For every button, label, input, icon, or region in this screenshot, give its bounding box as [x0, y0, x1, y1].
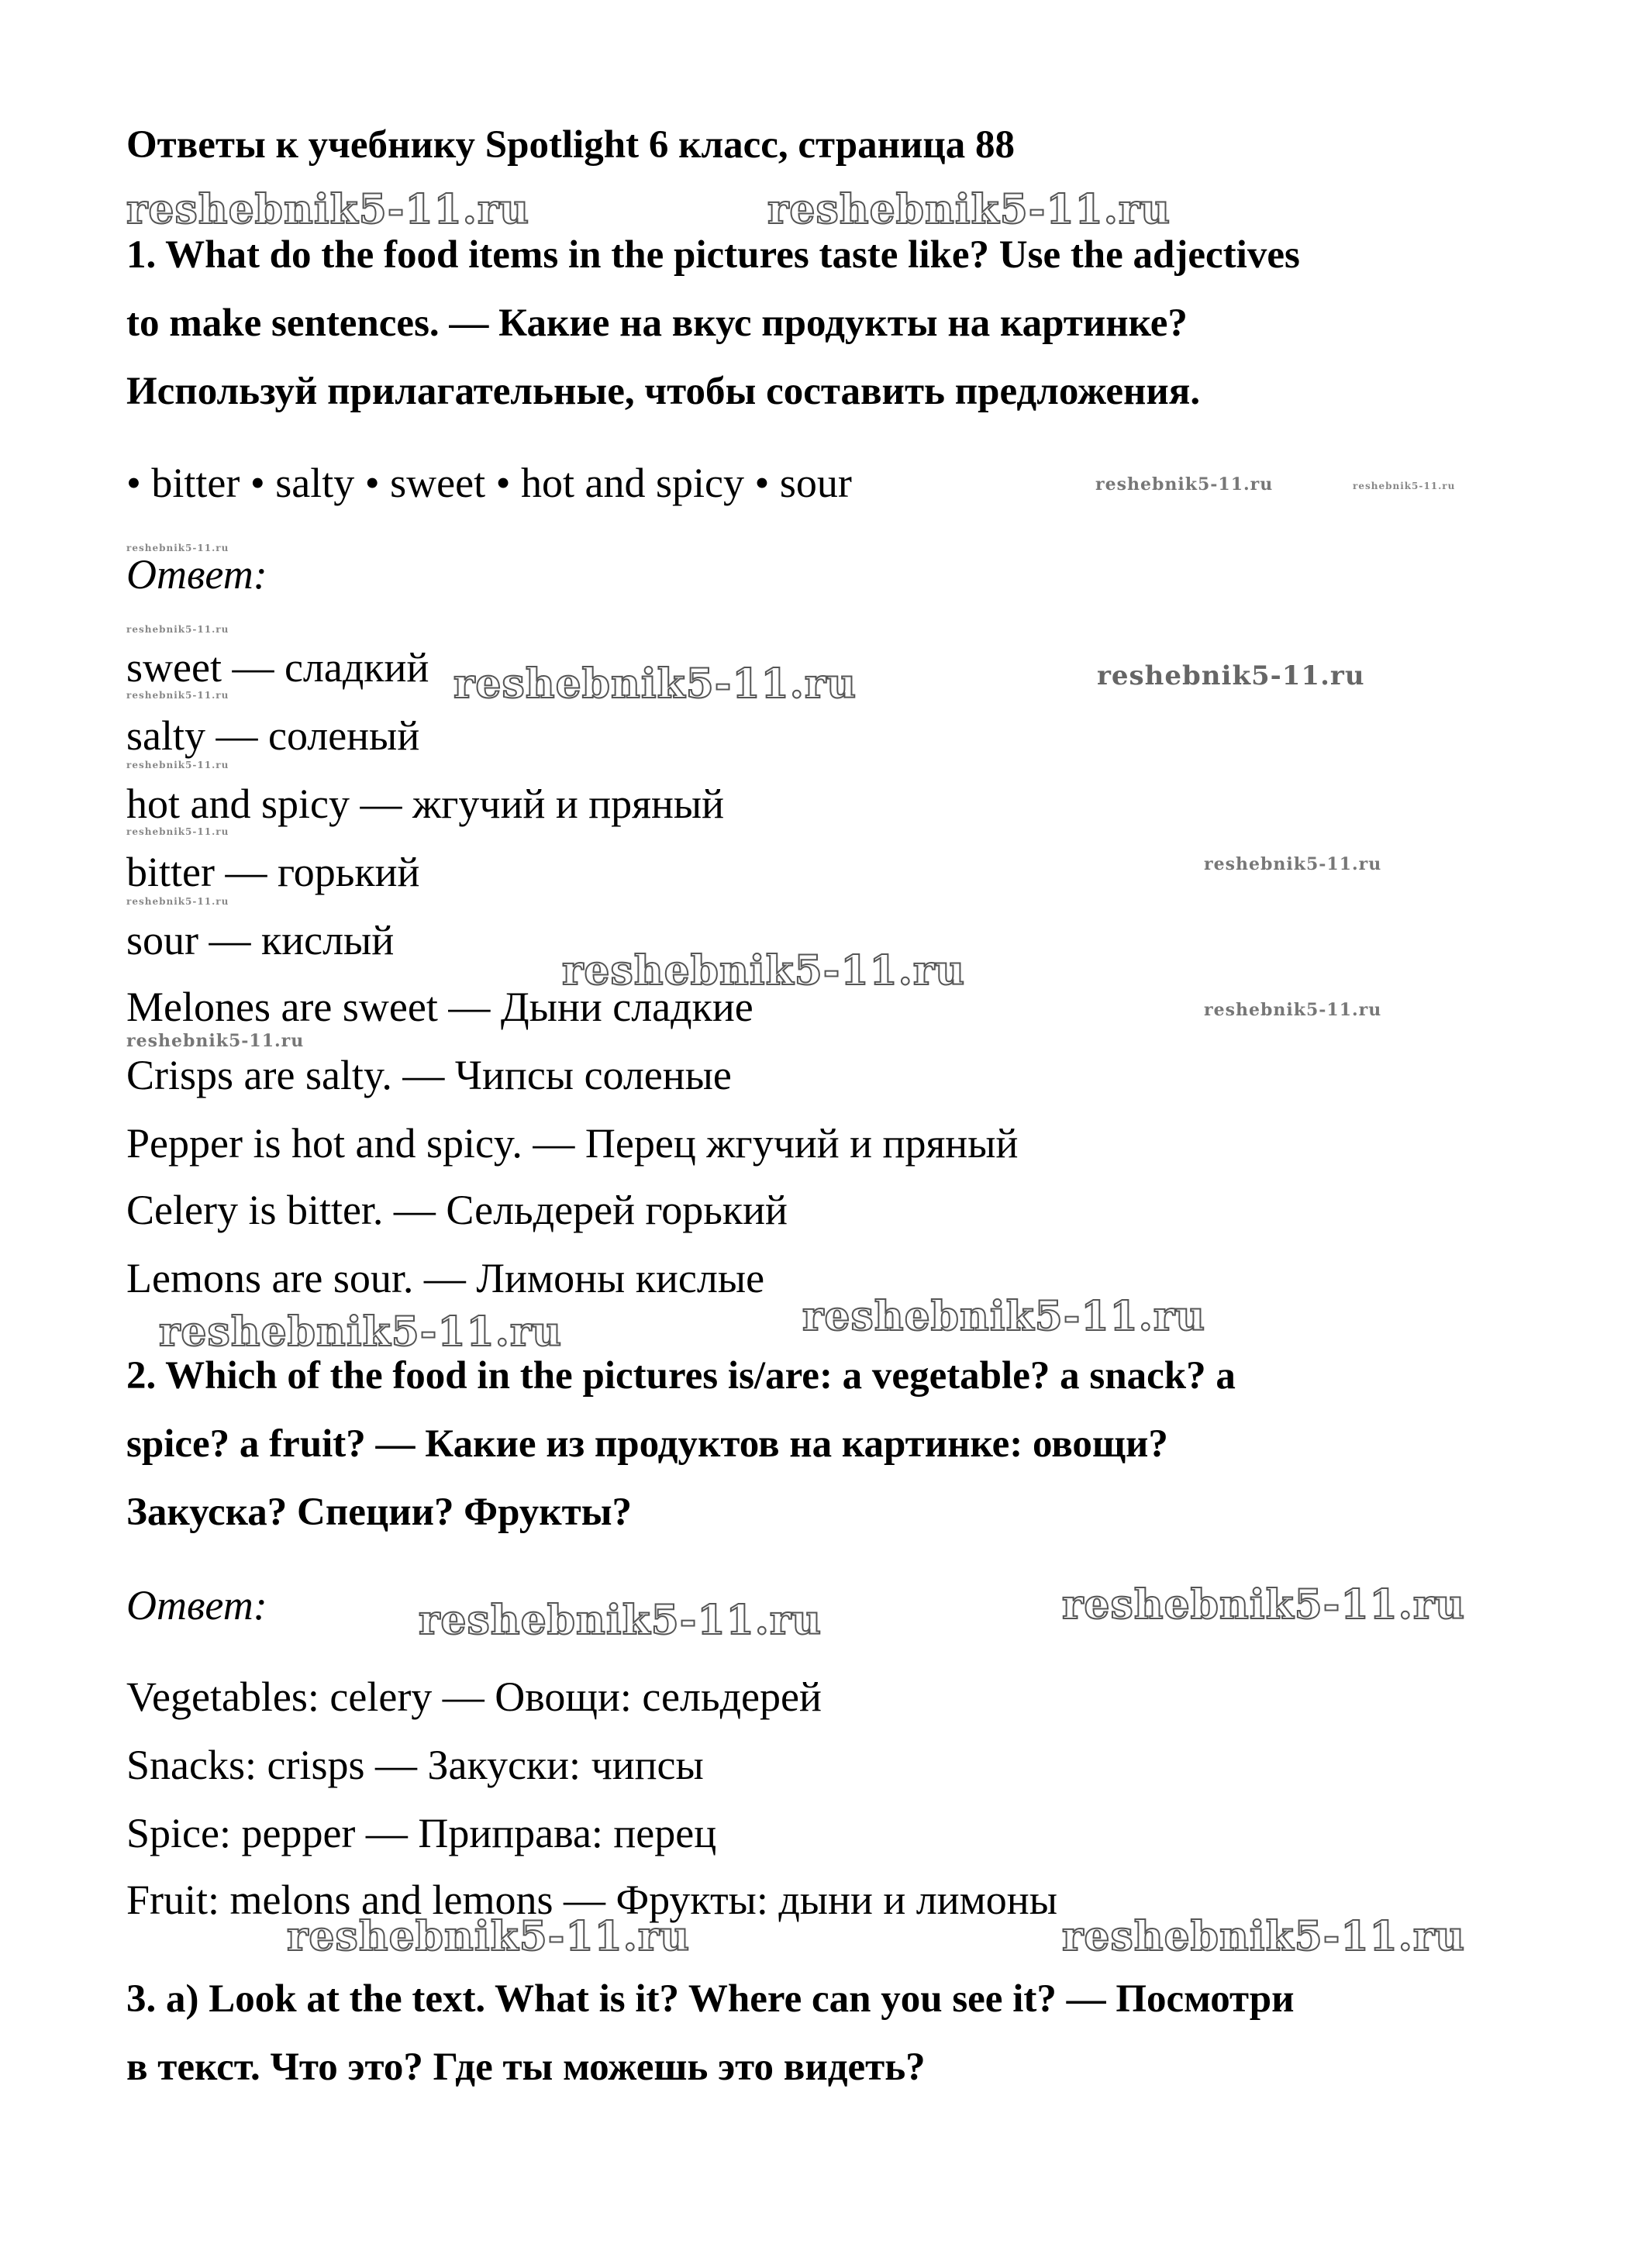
task1-answer-2: salty — соленый: [126, 712, 420, 759]
watermark: reshebnik5-11.ru: [767, 186, 1171, 233]
task1-heading-line-1: 1. What do the food items in the pictures taste like? Use the adjectives: [126, 233, 1300, 277]
task2-answer-label: Ответ:: [126, 1582, 267, 1629]
task1-answer-5: sour — кислый: [126, 917, 395, 963]
watermark: reshebnik5-11.ru: [453, 660, 857, 708]
watermark: reshebnik5-11.ru: [159, 1308, 563, 1356]
watermark: reshebnik5-11.ru: [287, 1913, 691, 1960]
task2-answer-1: Vegetables: celery — Овощи: сельдерей: [126, 1673, 822, 1720]
watermark: reshebnik5-11.ru: [419, 1597, 822, 1644]
task1-answer-9: Celery is bitter. — Сельдерей горький: [126, 1187, 788, 1233]
watermark: reshebnik5-11.ru: [1353, 481, 1456, 491]
watermark: reshebnik5-11.ru: [1062, 1581, 1466, 1629]
watermark: reshebnik5-11.ru: [126, 760, 229, 770]
watermark: reshebnik5-11.ru: [1204, 1000, 1382, 1020]
watermark: reshebnik5-11.ru: [126, 896, 229, 907]
watermark: reshebnik5-11.ru: [126, 186, 530, 233]
task2-answer-2: Snacks: crisps — Закуски: чипсы: [126, 1742, 704, 1788]
task1-answer-1: sweet — сладкий: [126, 644, 429, 691]
task2-heading-line-3: Закуска? Специи? Фрукты?: [126, 1491, 633, 1534]
page-title: Ответы к учебнику Spotlight 6 класс, страница 88: [126, 123, 1015, 167]
task2-answer-3: Spice: pepper — Приправа: перец: [126, 1810, 717, 1856]
task3-heading-line-1: 3. a) Look at the text. What is it? Where can you see it? — Посмотри: [126, 1977, 1295, 2021]
watermark: reshebnik5-11.ru: [562, 947, 966, 994]
watermark: reshebnik5-11.ru: [126, 826, 229, 837]
task2-heading-line-2: spice? a fruit? — Какие из продуктов на картинке: овощи?: [126, 1422, 1168, 1466]
task1-heading-line-3: Используй прилагательные, чтобы составить предложения.: [126, 370, 1201, 413]
task1-word-bank: • bitter • salty • sweet • hot and spicy • sour: [126, 460, 852, 506]
task1-answer-4: bitter — горький: [126, 849, 420, 895]
task1-answer-10: Lemons are sour. — Лимоны кислые: [126, 1255, 765, 1301]
watermark: reshebnik5-11.ru: [1204, 854, 1382, 874]
watermark: reshebnik5-11.ru: [126, 624, 229, 635]
task1-answer-3: hot and spicy — жгучий и пряный: [126, 781, 725, 827]
watermark: reshebnik5-11.ru: [126, 543, 229, 553]
watermark: reshebnik5-11.ru: [1062, 1913, 1466, 1960]
watermark: reshebnik5-11.ru: [126, 690, 229, 701]
watermark: reshebnik5-11.ru: [1095, 474, 1274, 495]
task1-answer-label: Ответ:: [126, 551, 267, 598]
task1-answer-8: Pepper is hot and spicy. — Перец жгучий и пряный: [126, 1120, 1019, 1167]
task1-answer-6: Melones are sweet — Дыни сладкие: [126, 984, 753, 1030]
task3-heading-line-2: в текст. Что это? Где ты можешь это видеть?: [126, 2046, 926, 2089]
task2-answer-4: Fruit: melons and lemons — Фрукты: дыни и лимоны: [126, 1877, 1057, 1923]
watermark: reshebnik5-11.ru: [802, 1293, 1206, 1340]
task1-heading-line-2: to make sentences. — Какие на вкус продукты на картинке?: [126, 302, 1188, 345]
watermark: reshebnik5-11.ru: [126, 1031, 305, 1051]
task2-heading-line-1: 2. Which of the food in the pictures is/are: a vegetable? a snack? a: [126, 1354, 1236, 1398]
watermark: reshebnik5-11.ru: [1097, 660, 1365, 691]
task1-answer-7: Crisps are salty. — Чипсы соленые: [126, 1052, 732, 1098]
